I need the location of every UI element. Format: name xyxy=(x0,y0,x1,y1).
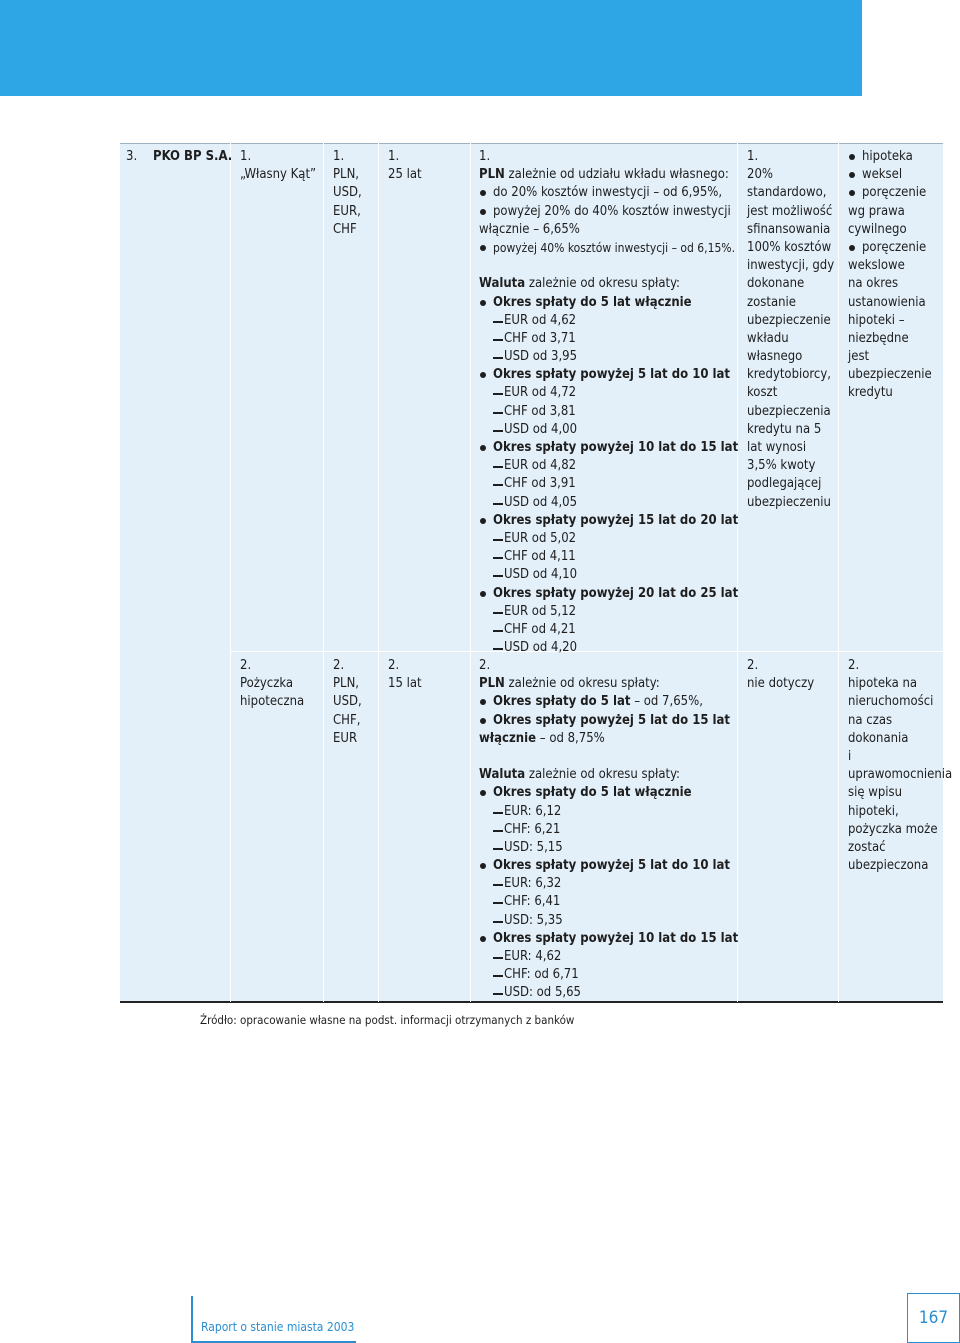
pln-rate-item: do 20% kosztów inwestycji – od 6,95%, xyxy=(479,184,738,202)
security-line: na okres xyxy=(848,276,899,292)
source-note: Źródło: opracowanie własne na podst. informacji otrzymanych z banków xyxy=(200,1013,575,1027)
currency-rate-item: CHF od 3,81 xyxy=(479,403,738,421)
own-contribution-line: ubezpieczeniu xyxy=(747,494,831,510)
bold-label: Waluta xyxy=(479,767,526,783)
currency-rate-item: EUR od 4,62 xyxy=(479,312,738,330)
text-line xyxy=(479,730,738,748)
security-line: wekslowe xyxy=(848,258,905,274)
security-cell xyxy=(848,657,952,875)
repayment-period-item: Okres spłaty powyżej 10 lat do 15 lat xyxy=(479,439,738,457)
column-divider xyxy=(470,143,471,1002)
own-contribution-line: ubezpieczenia xyxy=(747,403,831,419)
currency-rate-item: CHF od 3,71 xyxy=(479,330,738,348)
security-line: kredytu xyxy=(848,385,893,401)
product-name-line: 2. xyxy=(240,658,252,673)
currency-rate-item: CHF od 4,21 xyxy=(479,621,738,639)
product-name-cell xyxy=(240,657,304,712)
currency-rate-item: EUR: 6,32 xyxy=(479,875,738,893)
security-line: poręczenie xyxy=(848,184,932,202)
security-line: się wpisu xyxy=(848,785,903,801)
currency-rate-item: USD od 4,10 xyxy=(479,566,738,584)
bold-label: Okres spłaty powyżej 5 lat do 15 lat xyxy=(493,712,731,728)
own-contribution-line: kredytobiorcy, xyxy=(747,367,831,383)
own-contribution-line: nie dotyczy xyxy=(747,676,815,692)
currency-rate-item: USD: 5,15 xyxy=(479,839,738,857)
currency-rate-item: USD od 4,05 xyxy=(479,494,738,512)
own-contribution-line: 100% kosztów xyxy=(747,239,832,255)
currency-rate-item: USD: od 5,65 xyxy=(479,984,738,1002)
own-contribution-line: 20% xyxy=(747,167,773,183)
own-contribution-cell xyxy=(747,148,834,512)
security-cell xyxy=(848,148,932,403)
repayment-period-item: Okres spłaty powyżej 10 lat do 15 lat xyxy=(479,930,738,948)
own-contribution-cell xyxy=(747,657,814,693)
own-contribution-line: własnego xyxy=(747,349,803,365)
label-text: zależnie od udziału wkładu własnego: xyxy=(504,167,729,183)
own-contribution-line: sfinansowania xyxy=(747,221,831,237)
security-line: cywilnego xyxy=(848,221,907,237)
text-line xyxy=(479,693,738,711)
text-line xyxy=(479,712,738,730)
security-line: i xyxy=(848,748,852,764)
security-line: ustanowienia xyxy=(848,294,926,310)
bank-name: PKO BP S.A. xyxy=(153,149,233,164)
repayment-period-item: Okres spłaty powyżej 20 lat do 25 lat xyxy=(479,585,738,603)
repayment-period-item: Okres spłaty powyżej 15 lat do 20 lat xyxy=(479,512,738,530)
margin-cell xyxy=(479,657,738,1003)
own-contribution-line: zostanie xyxy=(747,294,796,310)
own-contribution-line: lat wynosi xyxy=(747,440,807,455)
security-line: hipoteka xyxy=(848,148,932,166)
margin-number: 1. xyxy=(479,149,491,164)
security-line: 2. xyxy=(848,658,860,673)
repayment-period-item: Okres spłaty powyżej 5 lat do 10 lat xyxy=(479,857,738,875)
currencies-cell xyxy=(333,148,362,239)
repayment-period-item: Okres spłaty do 5 lat włącznie xyxy=(479,784,738,802)
bold-label: PLN xyxy=(479,167,505,183)
currency-line: 1. xyxy=(333,149,345,164)
currency-rate-item: EUR: 4,62 xyxy=(479,948,738,966)
currency-rate-item: USD od 4,00 xyxy=(479,421,738,439)
security-line: hipoteka na xyxy=(848,676,918,692)
pln-rate-item: powyżej 20% do 40% kosztów inwestycji xyxy=(479,203,738,221)
bold-label: PLN xyxy=(479,676,505,692)
column-divider xyxy=(230,143,231,1002)
own-contribution-line: koszt xyxy=(747,385,778,401)
product-name-line: 1. xyxy=(240,149,252,164)
spacer xyxy=(479,257,738,275)
label-text: zależnie od okresu spłaty: xyxy=(504,676,660,692)
own-contribution-line: kredytu na 5 xyxy=(747,421,822,437)
currency-line: 2. xyxy=(333,658,345,673)
currency-rate-item: CHF: 6,41 xyxy=(479,893,738,911)
currency-rate-item: CHF: 6,21 xyxy=(479,821,738,839)
security-line: niezbędne xyxy=(848,330,909,346)
currency-rate-item: USD: 5,35 xyxy=(479,912,738,930)
label-text: – od 7,65%, xyxy=(630,694,703,710)
margin-number: 2. xyxy=(479,658,491,673)
period-cell xyxy=(388,657,422,693)
pln-rate-item-cont: włącznie – 6,65% xyxy=(479,221,580,237)
security-line: na czas xyxy=(848,712,893,728)
currency-line: USD, xyxy=(333,694,362,710)
spacer xyxy=(479,748,738,766)
pln-rate-item: powyżej 40% kosztów inwestycji – od 6,15%. xyxy=(479,239,738,257)
own-contribution-line: ubezpieczenie xyxy=(747,312,831,328)
page-number: 167 xyxy=(907,1293,960,1343)
security-line: ubezpieczona xyxy=(848,858,929,874)
period-line: 25 lat xyxy=(388,167,422,183)
text-line xyxy=(479,675,738,693)
currency-rate-item: CHF od 4,11 xyxy=(479,548,738,566)
own-contribution-line: wkładu xyxy=(747,330,789,346)
own-contribution-line: inwestycji, gdy xyxy=(747,258,835,274)
currency-rate-item: EUR od 5,12 xyxy=(479,603,738,621)
security-line: poręczenie xyxy=(848,239,932,257)
top-color-bar xyxy=(0,0,862,96)
own-contribution-line: podlegającej xyxy=(747,476,822,492)
column-divider xyxy=(323,143,324,1002)
own-contribution-line: 1. xyxy=(747,149,759,164)
period-line: 15 lat xyxy=(388,676,422,692)
footer-title: Raport o stanie miasta 2003 xyxy=(201,1320,355,1334)
currency-rate-item: EUR od 5,02 xyxy=(479,530,738,548)
security-line: ubezpieczenie xyxy=(848,367,932,383)
label-text: zależnie od okresu spłaty: xyxy=(525,767,681,783)
text-line xyxy=(479,166,738,184)
row-number: 3. xyxy=(126,149,138,164)
repayment-period-item: Okres spłaty do 5 lat włącznie xyxy=(479,294,738,312)
margin-cell xyxy=(479,148,738,657)
product-name-line: Pożyczka xyxy=(240,676,294,692)
currency-line: CHF, xyxy=(333,712,361,728)
own-contribution-line: standardowo, xyxy=(747,185,827,201)
column-divider xyxy=(378,143,379,1002)
text-line xyxy=(479,275,738,293)
security-line: uprawomocnienia xyxy=(848,767,953,783)
currency-rate-item: USD od 3,95 xyxy=(479,348,738,366)
currencies-cell xyxy=(333,657,362,748)
column-divider xyxy=(838,143,839,1002)
security-line: hipoteki, xyxy=(848,803,899,819)
footer-frame-line xyxy=(191,1296,193,1343)
currency-line: USD, xyxy=(333,185,362,201)
text-line xyxy=(479,766,738,784)
currency-line: PLN, xyxy=(333,676,360,692)
security-line: zostać xyxy=(848,839,886,855)
product-name-line: hipoteczna xyxy=(240,694,305,710)
bold-label: włącznie xyxy=(479,730,537,746)
product-name-line: „Własny Kąt” xyxy=(240,167,317,183)
currency-rate-item: EUR od 4,72 xyxy=(479,384,738,402)
security-line: wg prawa xyxy=(848,203,905,219)
repayment-period-item: Okres spłaty powyżej 5 lat do 10 lat xyxy=(479,366,738,384)
own-contribution-line: dokonane xyxy=(747,276,805,292)
own-contribution-line: jest możliwość xyxy=(747,203,833,219)
currency-rate-item: USD od 4,20 xyxy=(479,639,738,657)
currency-line: EUR xyxy=(333,730,358,746)
label-text: zależnie od okresu spłaty: xyxy=(525,276,681,292)
security-line: pożyczka może xyxy=(848,821,938,837)
bold-label: Okres spłaty do 5 lat xyxy=(493,694,631,710)
security-line: hipoteki – xyxy=(848,312,905,328)
security-line: nieruchomości xyxy=(848,694,934,710)
product-name-cell xyxy=(240,148,316,184)
currency-line: CHF xyxy=(333,221,357,237)
currency-rate-item: EUR: 6,12 xyxy=(479,803,738,821)
label-text: – od 8,75% xyxy=(536,730,605,746)
security-line: jest xyxy=(848,349,870,365)
currency-rate-item: EUR od 4,82 xyxy=(479,457,738,475)
period-line: 2. xyxy=(388,658,400,673)
bold-label: Waluta xyxy=(479,276,526,292)
period-cell xyxy=(388,148,422,184)
currency-line: EUR, xyxy=(333,203,361,219)
currency-rate-item: CHF: od 6,71 xyxy=(479,966,738,984)
own-contribution-line: 3,5% kwoty xyxy=(747,458,816,474)
currency-rate-item: CHF od 3,91 xyxy=(479,475,738,493)
currency-line: PLN, xyxy=(333,167,360,183)
security-line: weksel xyxy=(848,166,932,184)
security-line: dokonania xyxy=(848,730,909,746)
period-line: 1. xyxy=(388,149,400,164)
table-top-rule xyxy=(120,143,943,144)
own-contribution-line: 2. xyxy=(747,658,759,673)
